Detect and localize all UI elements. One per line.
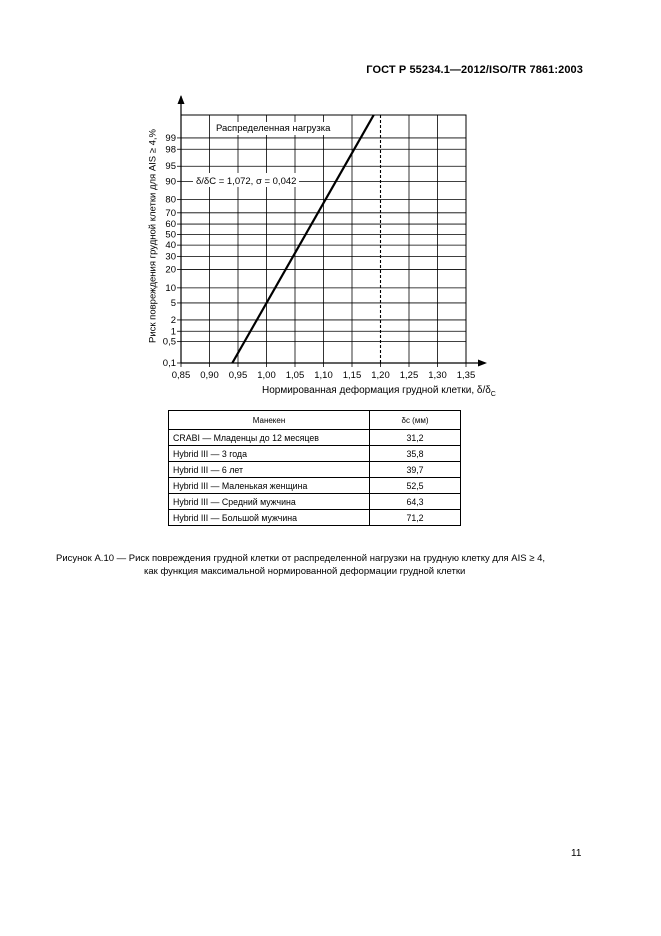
x-tick-label: 1,30	[428, 370, 447, 381]
y-tick-label: 95	[165, 161, 176, 173]
y-tick-label: 60	[165, 219, 176, 231]
y-tick-label: 99	[165, 132, 176, 144]
cell-dummy: CRABI — Младенцы до 12 месяцев	[169, 430, 370, 446]
figure-caption	[56, 552, 616, 578]
y-tick-label: 20	[165, 264, 176, 276]
param-label: δ/δC = 1,072, σ = 0,042	[196, 176, 297, 187]
cell-dummy: Hybrid III — Маленькая женщина	[169, 478, 370, 494]
x-tick-label: 1,10	[314, 370, 333, 381]
y-tick-label: 5	[170, 297, 176, 309]
x-tick-label: 1,15	[342, 370, 362, 381]
cell-value: 31,2	[370, 430, 461, 446]
table-row	[169, 430, 461, 446]
x-tick-label: 0,90	[200, 370, 219, 381]
dummy-table	[168, 410, 461, 526]
cell-value: 71,2	[370, 510, 461, 526]
risk-chart	[0, 0, 661, 420]
table-row	[169, 478, 461, 494]
table-row	[169, 510, 461, 526]
table-row	[169, 446, 461, 462]
y-tick-label: 30	[165, 251, 176, 263]
document-header: ГОСТ Р 55234.1—2012/ISO/TR 7861:2003	[366, 64, 583, 76]
risk-curve	[232, 115, 373, 363]
caption-line-1: Рисунок А.10 — Риск повреждения грудной клетки от распределенной нагрузки на грудную клетку для AIS ≥ 4,	[56, 553, 546, 564]
table-row	[169, 462, 461, 478]
x-axis-arrow	[478, 360, 487, 367]
y-tick-label: 98	[165, 144, 176, 156]
y-tick-label: 80	[165, 194, 176, 206]
y-tick-label: 90	[165, 176, 176, 188]
y-axis-arrow	[178, 95, 185, 104]
y-tick-label: 1	[170, 326, 176, 338]
y-tick-label: 2	[170, 314, 176, 326]
cell-value: 35,8	[370, 446, 461, 462]
table-row	[169, 494, 461, 510]
x-tick-label: 0,85	[171, 370, 191, 381]
y-tick-label: 40	[165, 240, 176, 252]
cell-dummy: Hybrid III — Большой мужчина	[169, 510, 370, 526]
cell-value: 52,5	[370, 478, 461, 494]
header-deflection: δc (мм)	[370, 411, 461, 430]
y-tick-label: 50	[165, 229, 176, 241]
table-header-row	[169, 411, 461, 430]
y-tick-label: 70	[165, 207, 176, 219]
y-tick-label: 0,5	[162, 336, 176, 348]
cell-dummy: Hybrid III — 3 года	[169, 446, 370, 462]
page-number: 11	[571, 848, 582, 859]
header-dummy: Манекен	[169, 411, 370, 430]
y-tick-label: 0,1	[162, 358, 176, 369]
cell-value: 39,7	[370, 462, 461, 478]
x-tick-label: 1,20	[371, 370, 390, 381]
y-tick-label: 10	[165, 282, 176, 294]
x-axis-title: Нормированная деформация грудной клетки, $\delta/\delta_C$	[262, 385, 496, 398]
x-tick-label: 1,05	[285, 370, 305, 381]
x-tick-label: 1,00	[257, 370, 276, 381]
x-tick-label: 1,25	[399, 370, 419, 381]
cell-dummy: Hybrid III — Средний мужчина	[169, 494, 370, 510]
cell-value: 64,3	[370, 494, 461, 510]
load-label: Распределенная нагрузка	[216, 123, 331, 134]
caption-line-2: как функция максимальной нормированной деформации грудной клетки	[144, 566, 466, 577]
x-tick-label: 1,35	[456, 370, 476, 381]
y-axis-title: Риск повреждения грудной клетки для AIS ≥ 4,%	[147, 128, 159, 344]
cell-dummy: Hybrid III — 6 лет	[169, 462, 370, 478]
x-tick-label: 0,95	[228, 370, 248, 381]
